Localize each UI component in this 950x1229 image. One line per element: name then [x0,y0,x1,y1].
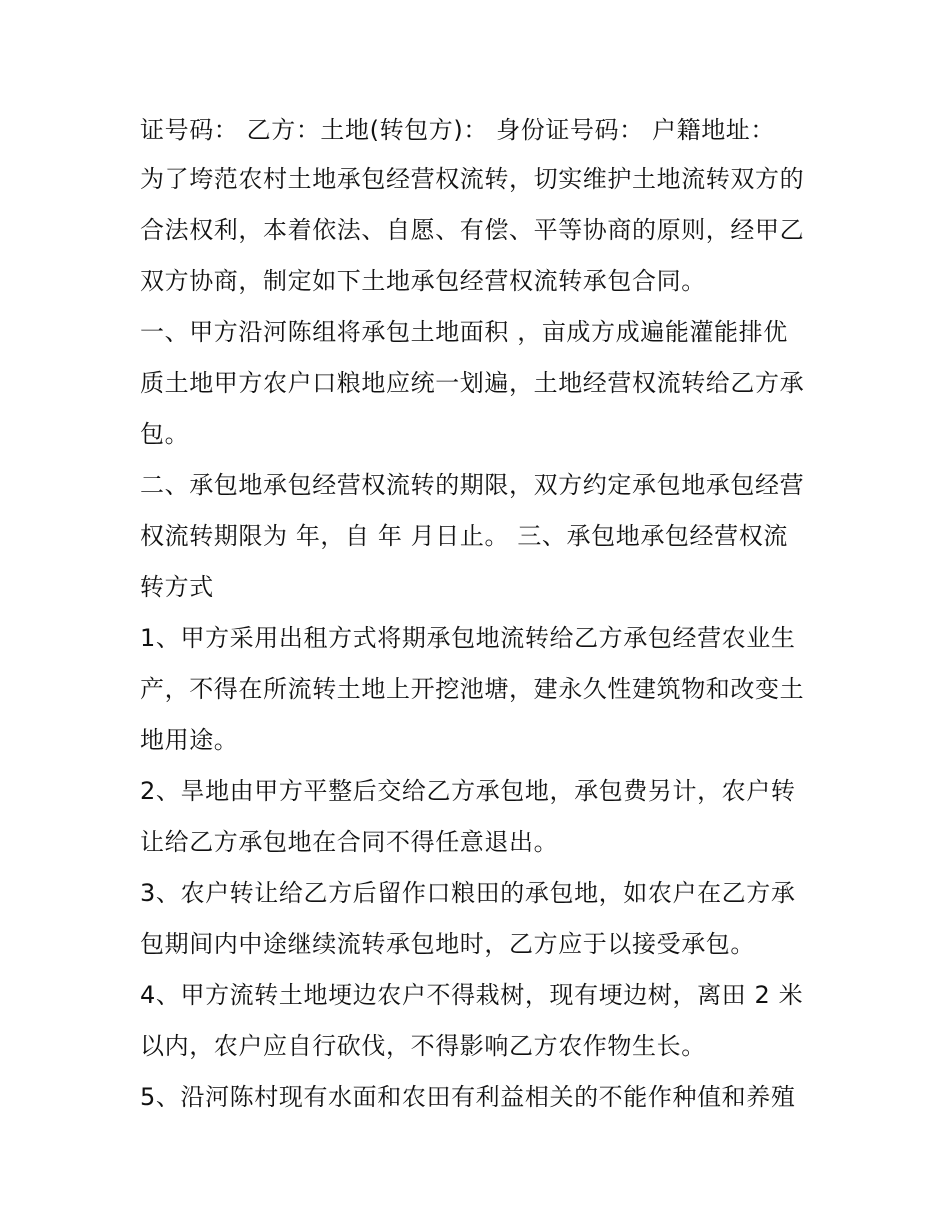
text-line: 包。 [140,420,190,448]
text-line: 转方式 [140,573,214,601]
text-line: 1、甲方采用出租方式将期承包地流转给乙方承包经营农业生 [140,624,796,652]
text-line: 双方协商，制定如下土地承包经营权流转承包合同。 [140,267,706,295]
text-line: 5、沿河陈村现有水面和农田有利益相关的不能作种值和养殖 [140,1083,796,1111]
text-line: 二、承包地承包经营权流转的期限，双方约定承包地承包经营 [140,471,805,499]
text-line: 合法权利，本着依法、自愿、有偿、平等协商的原则，经甲乙 [140,216,805,244]
text-line: 一、甲方沿河陈组将承包土地面积 ，亩成方成遍能灌能排优 [140,318,788,346]
text-line: 权流转期限为 年，自 年 月日止。 三、承包地承包经营权流 [140,522,788,550]
text-line: 产，不得在所流转土地上开挖池塘，建永久性建筑物和改变土 [140,675,805,703]
text-line: 让给乙方承包地在合同不得任意退出。 [140,828,559,856]
text-line: 4、甲方流转土地埂边农户不得栽树，现有埂边树，离田 2 米 [140,981,804,1009]
text-line: 3、农户转让给乙方后留作口粮田的承包地，如农户在乙方承 [140,879,796,907]
document-body [140,107,816,1123]
text-line: 以内，农户应自行砍伐，不得影响乙方农作物生长。 [140,1032,706,1060]
text-line: 地用途。 [140,726,239,754]
text-line: 为了垮范农村土地承包经营权流转，切实维护土地流转双方的 [140,165,805,193]
text-line: 包期间内中途继续流转承包地时，乙方应于以接受承包。 [140,930,755,958]
text-line: 2、旱地由甲方平整后交给乙方承包地，承包费另计，农户转 [140,777,796,805]
text-line: 证号码： 乙方：土地(转包方)： 身份证号码： 户籍地址： [140,116,776,144]
text-line: 质土地甲方农户口粮地应统一划遍，土地经营权流转给乙方承 [140,369,805,397]
